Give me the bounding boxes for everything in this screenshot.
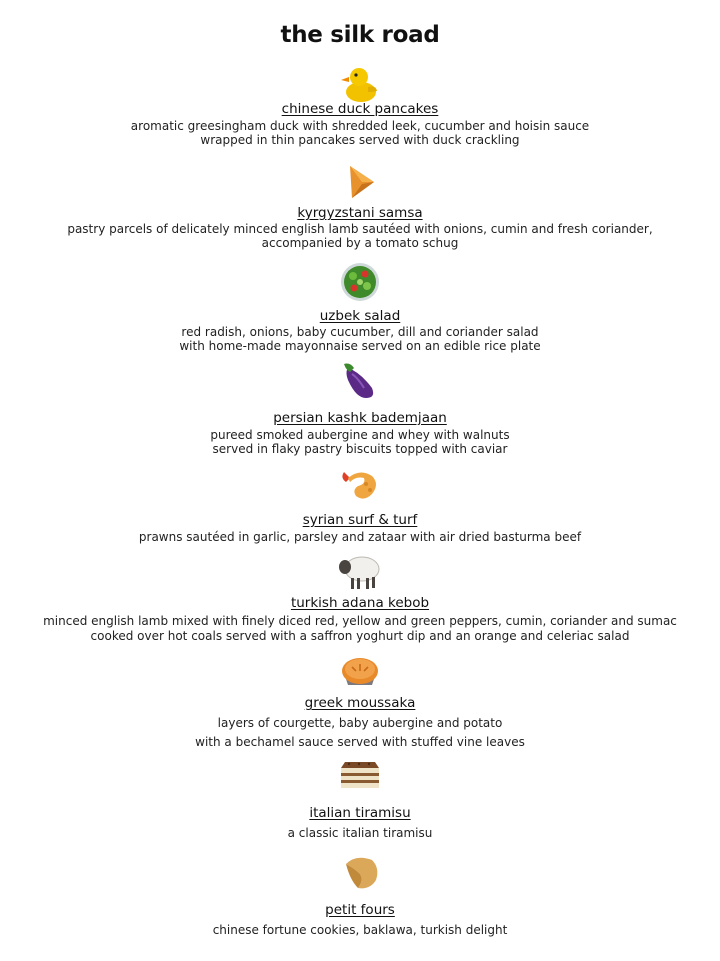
dish-description-line: red radish, onions, baby cucumber, dill and coriander salad: [181, 325, 539, 339]
dish-description-line: served in flaky pastry biscuits topped with caviar: [212, 442, 508, 456]
fortune-cookie-icon: [336, 850, 384, 894]
dish-description-line: layers of courgette, baby aubergine and potato: [217, 716, 503, 730]
dish-description-line: pastry parcels of delicately minced english lamb sautéed with onions, cumin and fresh coriander,: [67, 222, 653, 236]
dish-description-line: chinese fortune cookies, baklawa, turkish delight: [212, 923, 508, 937]
dish-description-line: a classic italian tiramisu: [287, 826, 433, 840]
dish-name: kyrgyzstani samsa: [297, 205, 423, 221]
dish-name: persian kashk bademjaan: [273, 410, 447, 426]
dish-description-line: cooked over hot coals served with a saffron yoghurt dip and an orange and celeriac salad: [90, 629, 630, 643]
dish-description-line: prawns sautéed in garlic, parsley and zataar with air dried basturma beef: [138, 530, 582, 544]
menu-title: the silk road: [280, 22, 440, 48]
dish-name: turkish adana kebob: [290, 595, 430, 611]
dish-name: italian tiramisu: [309, 805, 411, 821]
dish-description-line: aromatic greesingham duck with shredded leek, cucumber and hoisin sauce: [130, 119, 590, 133]
fried-shrimp-icon: [336, 462, 384, 506]
salad-icon: [336, 260, 384, 304]
dish-name: uzbek salad: [319, 308, 401, 324]
dish-description-line: accompanied by a tomato schug: [261, 236, 459, 250]
dish-description-line: wrapped in thin pancakes served with duck crackling: [200, 133, 520, 147]
dish-name: greek moussaka: [304, 695, 416, 711]
samosa-icon: [336, 160, 384, 204]
eggplant-icon: [336, 358, 384, 402]
sheep-icon: [336, 549, 384, 593]
tiramisu-cake-icon: [336, 752, 384, 796]
dish-name: petit fours: [325, 902, 395, 918]
dish-description-line: pureed smoked aubergine and whey with walnuts: [210, 428, 510, 442]
dish-description-line: with a bechamel sauce served with stuffed vine leaves: [195, 735, 525, 749]
dish-description-line: with home-made mayonnaise served on an edible rice plate: [179, 339, 541, 353]
dish-name: syrian surf & turf: [302, 512, 418, 528]
dish-name: chinese duck pancakes: [281, 101, 439, 117]
dish-description-line: minced english lamb mixed with finely diced red, yellow and green peppers, cumin, coriander and sumac: [43, 614, 677, 628]
pie-icon: [336, 647, 384, 691]
